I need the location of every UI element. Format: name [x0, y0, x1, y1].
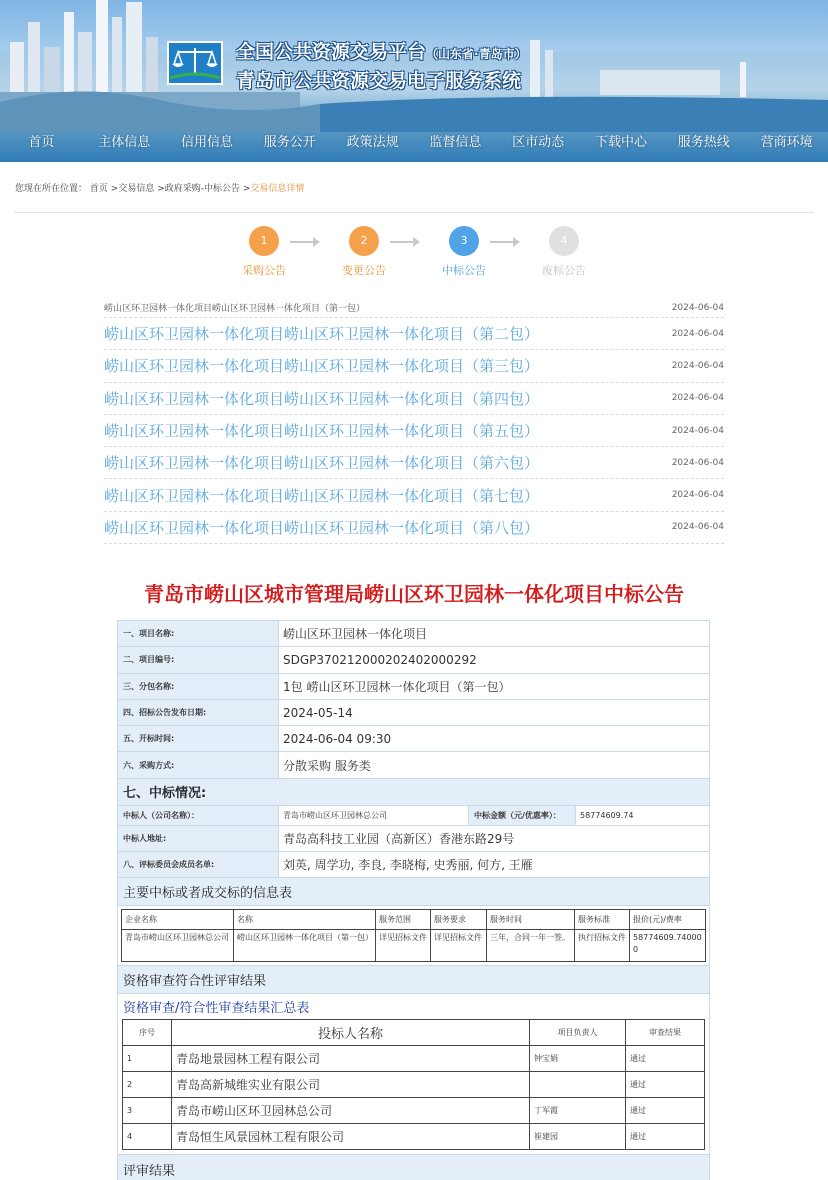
table-header: 审查结果 [626, 1020, 705, 1046]
table-cell: 详见招标文件 [376, 930, 431, 962]
related-notice-item[interactable] [104, 298, 724, 318]
detail-row [118, 647, 709, 673]
detail-label: 六、采购方式: [118, 752, 279, 777]
related-notice-title[interactable]: 崂山区环卫园林一体化项目崂山区环卫园林一体化项目（第六包） [104, 454, 540, 473]
nav-supervision[interactable]: 监督信息 [429, 135, 482, 150]
table-row [123, 1098, 705, 1124]
breadcrumb-home[interactable]: 首页 [89, 184, 108, 194]
step-label: 中标公告 [442, 264, 486, 277]
system-title: 青岛市公共资源交易电子服务系统 [236, 70, 522, 92]
amount-label: 中标金额（元/优惠率）： [469, 806, 576, 825]
table-cell: 三年，合同一年一签。 [487, 930, 575, 962]
step-purchase-notice[interactable] [232, 226, 296, 278]
publish-date-value: 2024-05-14 [283, 705, 353, 720]
breadcrumb-award-notice[interactable]: >政府采购-中标公告 [157, 184, 240, 194]
step-arrow [490, 241, 518, 243]
table-cell: 青岛地景园林工程有限公司 [172, 1046, 530, 1072]
table-header: 投标人名称 [172, 1020, 530, 1046]
table-row [123, 1124, 705, 1150]
nav-credit-info[interactable]: 信用信息 [180, 135, 233, 150]
related-notice-date: 2024-06-04 [671, 360, 724, 371]
step-label: 废标公告 [542, 264, 586, 277]
winner-row [118, 806, 709, 826]
detail-row [118, 826, 709, 852]
detail-label: 二、项目编号: [118, 647, 279, 672]
table-header: 项目负责人 [530, 1020, 626, 1046]
related-notice-date: 2024-06-04 [671, 457, 724, 468]
nav-downloads[interactable]: 下载中心 [594, 135, 647, 150]
contract-table-wrap [118, 906, 709, 966]
table-row [123, 1046, 705, 1072]
page-title: 青岛市崂山区城市管理局崂山区环卫园林一体化项目中标公告 [144, 582, 684, 606]
detail-label: 八、评标委员会成员名单: [118, 852, 279, 877]
table-row [122, 930, 706, 962]
related-notice-date: 2024-06-04 [671, 302, 724, 313]
table-header: 报价(元)/费率 [630, 910, 706, 930]
table-cell: 4 [123, 1124, 172, 1150]
procurement-method-value: 分散采购 服务类 [283, 758, 371, 773]
section-award-status: 七、中标情况: [118, 779, 709, 806]
table-cell: 1 [123, 1046, 172, 1072]
step-circle: 3 [449, 226, 479, 256]
table-cell: 执行招标文件 [575, 930, 630, 962]
table-cell: 2 [123, 1072, 172, 1098]
related-notice-title[interactable]: 崂山区环卫园林一体化项目崂山区环卫园林一体化项目（第八包） [104, 518, 540, 537]
related-notice-date: 2024-06-04 [671, 522, 724, 533]
platform-title: 全国公共资源交易平台（山东省·青岛市） [236, 41, 527, 63]
table-cell: 钟宝娟 [530, 1046, 626, 1072]
nav-home[interactable]: 首页 [28, 135, 55, 150]
site-banner [0, 0, 828, 162]
main-nav [0, 124, 828, 162]
table-cell: 通过 [626, 1046, 705, 1072]
detail-row [118, 700, 709, 726]
nav-service-public[interactable]: 服务公开 [263, 135, 316, 150]
winner-label: 中标人（公司名称）： [118, 806, 279, 825]
package-name-value: 1包 崂山区环卫园林一体化项目（第一包） [283, 679, 511, 694]
breadcrumb-separator: > [242, 184, 251, 194]
nav-policy[interactable]: 政策法规 [346, 135, 399, 150]
step-circle: 1 [249, 226, 279, 256]
detail-label: 一、项目名称: [118, 621, 279, 646]
divider [14, 212, 814, 213]
step-circle: 2 [349, 226, 379, 256]
breadcrumb-prefix: 您现在所在位置： [15, 184, 88, 194]
table-cell: 58774609.740000 [630, 930, 706, 962]
related-notice-date: 2024-06-04 [671, 425, 724, 436]
related-notice-title[interactable]: 崂山区环卫园林一体化项目崂山区环卫园林一体化项目（第四包） [104, 389, 540, 408]
section-review-result: 评审结果 [118, 1155, 709, 1180]
winner-value: 青岛市崂山区环卫园林总公司 [279, 806, 469, 825]
detail-label: 中标人地址: [118, 826, 279, 851]
breadcrumb [15, 181, 304, 194]
award-detail-table [117, 620, 710, 1180]
step-arrow [290, 241, 318, 243]
contract-table [121, 909, 706, 962]
related-notice-title[interactable]: 崂山区环卫园林一体化项目崂山区环卫园林一体化项目（第三包） [104, 357, 540, 376]
table-cell: 青岛恒生风景园林工程有限公司 [172, 1124, 530, 1150]
nav-hotline[interactable]: 服务热线 [677, 135, 730, 150]
table-cell: 青岛市崂山区环卫园林总公司 [122, 930, 234, 962]
related-notice-title[interactable]: 崂山区环卫园林一体化项目崂山区环卫园林一体化项目（第五包） [104, 422, 540, 441]
section-qualification: 资格审查符合性评审结果 [118, 966, 709, 994]
table-header: 服务时间 [487, 910, 575, 930]
step-void-notice[interactable] [532, 226, 596, 278]
opening-time-value: 2024-06-04 09:30 [283, 731, 392, 746]
scales-logo-icon [166, 40, 224, 86]
related-notice-item[interactable] [104, 415, 724, 447]
table-row [123, 1072, 705, 1098]
qualification-subtitle: 资格审查/符合性审查结果汇总表 [123, 1001, 310, 1017]
table-header-row [122, 910, 706, 930]
step-change-notice[interactable] [332, 226, 396, 278]
related-notice-date: 2024-06-04 [671, 490, 724, 501]
project-name-value: 崂山区环卫园林一体化项目 [283, 627, 428, 642]
related-notice-date: 2024-06-04 [671, 393, 724, 404]
step-award-notice[interactable] [432, 226, 496, 278]
table-header: 服务标准 [575, 910, 630, 930]
table-cell: 青岛市崂山区环卫园林总公司 [172, 1098, 530, 1124]
table-header: 序号 [123, 1020, 172, 1046]
detail-row [118, 852, 709, 878]
table-cell: 通过 [626, 1098, 705, 1124]
table-header: 服务要求 [431, 910, 487, 930]
related-notice-item[interactable] [104, 447, 724, 479]
winner-address-value: 青岛高科技工业园（高新区）香港东路29号 [283, 831, 515, 846]
related-notices-list [104, 298, 724, 544]
related-notice-item[interactable] [104, 318, 724, 350]
table-cell: 通过 [626, 1124, 705, 1150]
nav-business-env[interactable]: 营商环境 [760, 135, 813, 150]
section-contract-info: 主要中标或者成交标的信息表 [118, 878, 709, 906]
breadcrumb-trade-info[interactable]: >交易信息 [110, 184, 155, 194]
step-circle: 4 [549, 226, 579, 256]
committee-value: 刘英, 周学功, 李良, 李晓梅, 史秀丽, 何方, 王雁 [283, 858, 533, 873]
related-notice-title[interactable]: 崂山区环卫园林一体化项目崂山区环卫园林一体化项目（第七包） [104, 486, 540, 505]
table-header: 企业名称 [122, 910, 234, 930]
related-notice-item[interactable] [104, 512, 724, 544]
detail-label: 三、分包名称: [118, 674, 279, 699]
detail-label: 五、开标时间: [118, 726, 279, 751]
table-cell: 详见招标文件 [431, 930, 487, 962]
related-notice-item[interactable] [104, 383, 724, 415]
detail-label: 四、招标公告发布日期: [118, 700, 279, 725]
notice-steps [230, 226, 600, 286]
table-header-row [123, 1020, 705, 1046]
breadcrumb-current: 交易信息详情 [250, 184, 305, 194]
project-number-value: SDGP370212000202402000292 [283, 652, 477, 667]
step-label: 变更公告 [342, 264, 386, 277]
detail-row [118, 726, 709, 752]
table-header: 名称 [234, 910, 376, 930]
qualification-table-wrap [118, 1016, 709, 1155]
related-notice-item[interactable] [104, 350, 724, 382]
detail-row [118, 621, 709, 647]
step-arrow [390, 241, 418, 243]
related-notice-date: 2024-06-04 [671, 328, 724, 339]
related-notice-title[interactable]: 崂山区环卫园林一体化项目崂山区环卫园林一体化项目（第二包） [104, 325, 540, 344]
step-label: 采购公告 [242, 264, 286, 277]
detail-row [118, 752, 709, 778]
table-cell: 3 [123, 1098, 172, 1124]
detail-row [118, 674, 709, 700]
table-cell [530, 1072, 626, 1098]
qualification-table [122, 1019, 705, 1150]
nav-entity-info[interactable]: 主体信息 [98, 135, 151, 150]
table-cell: 青岛高新城维实业有限公司 [172, 1072, 530, 1098]
amount-value: 58774609.74 [580, 810, 634, 820]
related-notice-item[interactable] [104, 479, 724, 511]
nav-district-news[interactable]: 区市动态 [512, 135, 565, 150]
table-cell: 崂山区环卫园林一体化项目（第一包） [234, 930, 376, 962]
table-cell: 丁军霞 [530, 1098, 626, 1124]
table-header: 服务范围 [376, 910, 431, 930]
table-cell: 通过 [626, 1072, 705, 1098]
table-cell: 崔建园 [530, 1124, 626, 1150]
related-notice-title[interactable]: 崂山区环卫园林一体化项目崂山区环卫园林一体化项目（第一包） [104, 304, 366, 314]
